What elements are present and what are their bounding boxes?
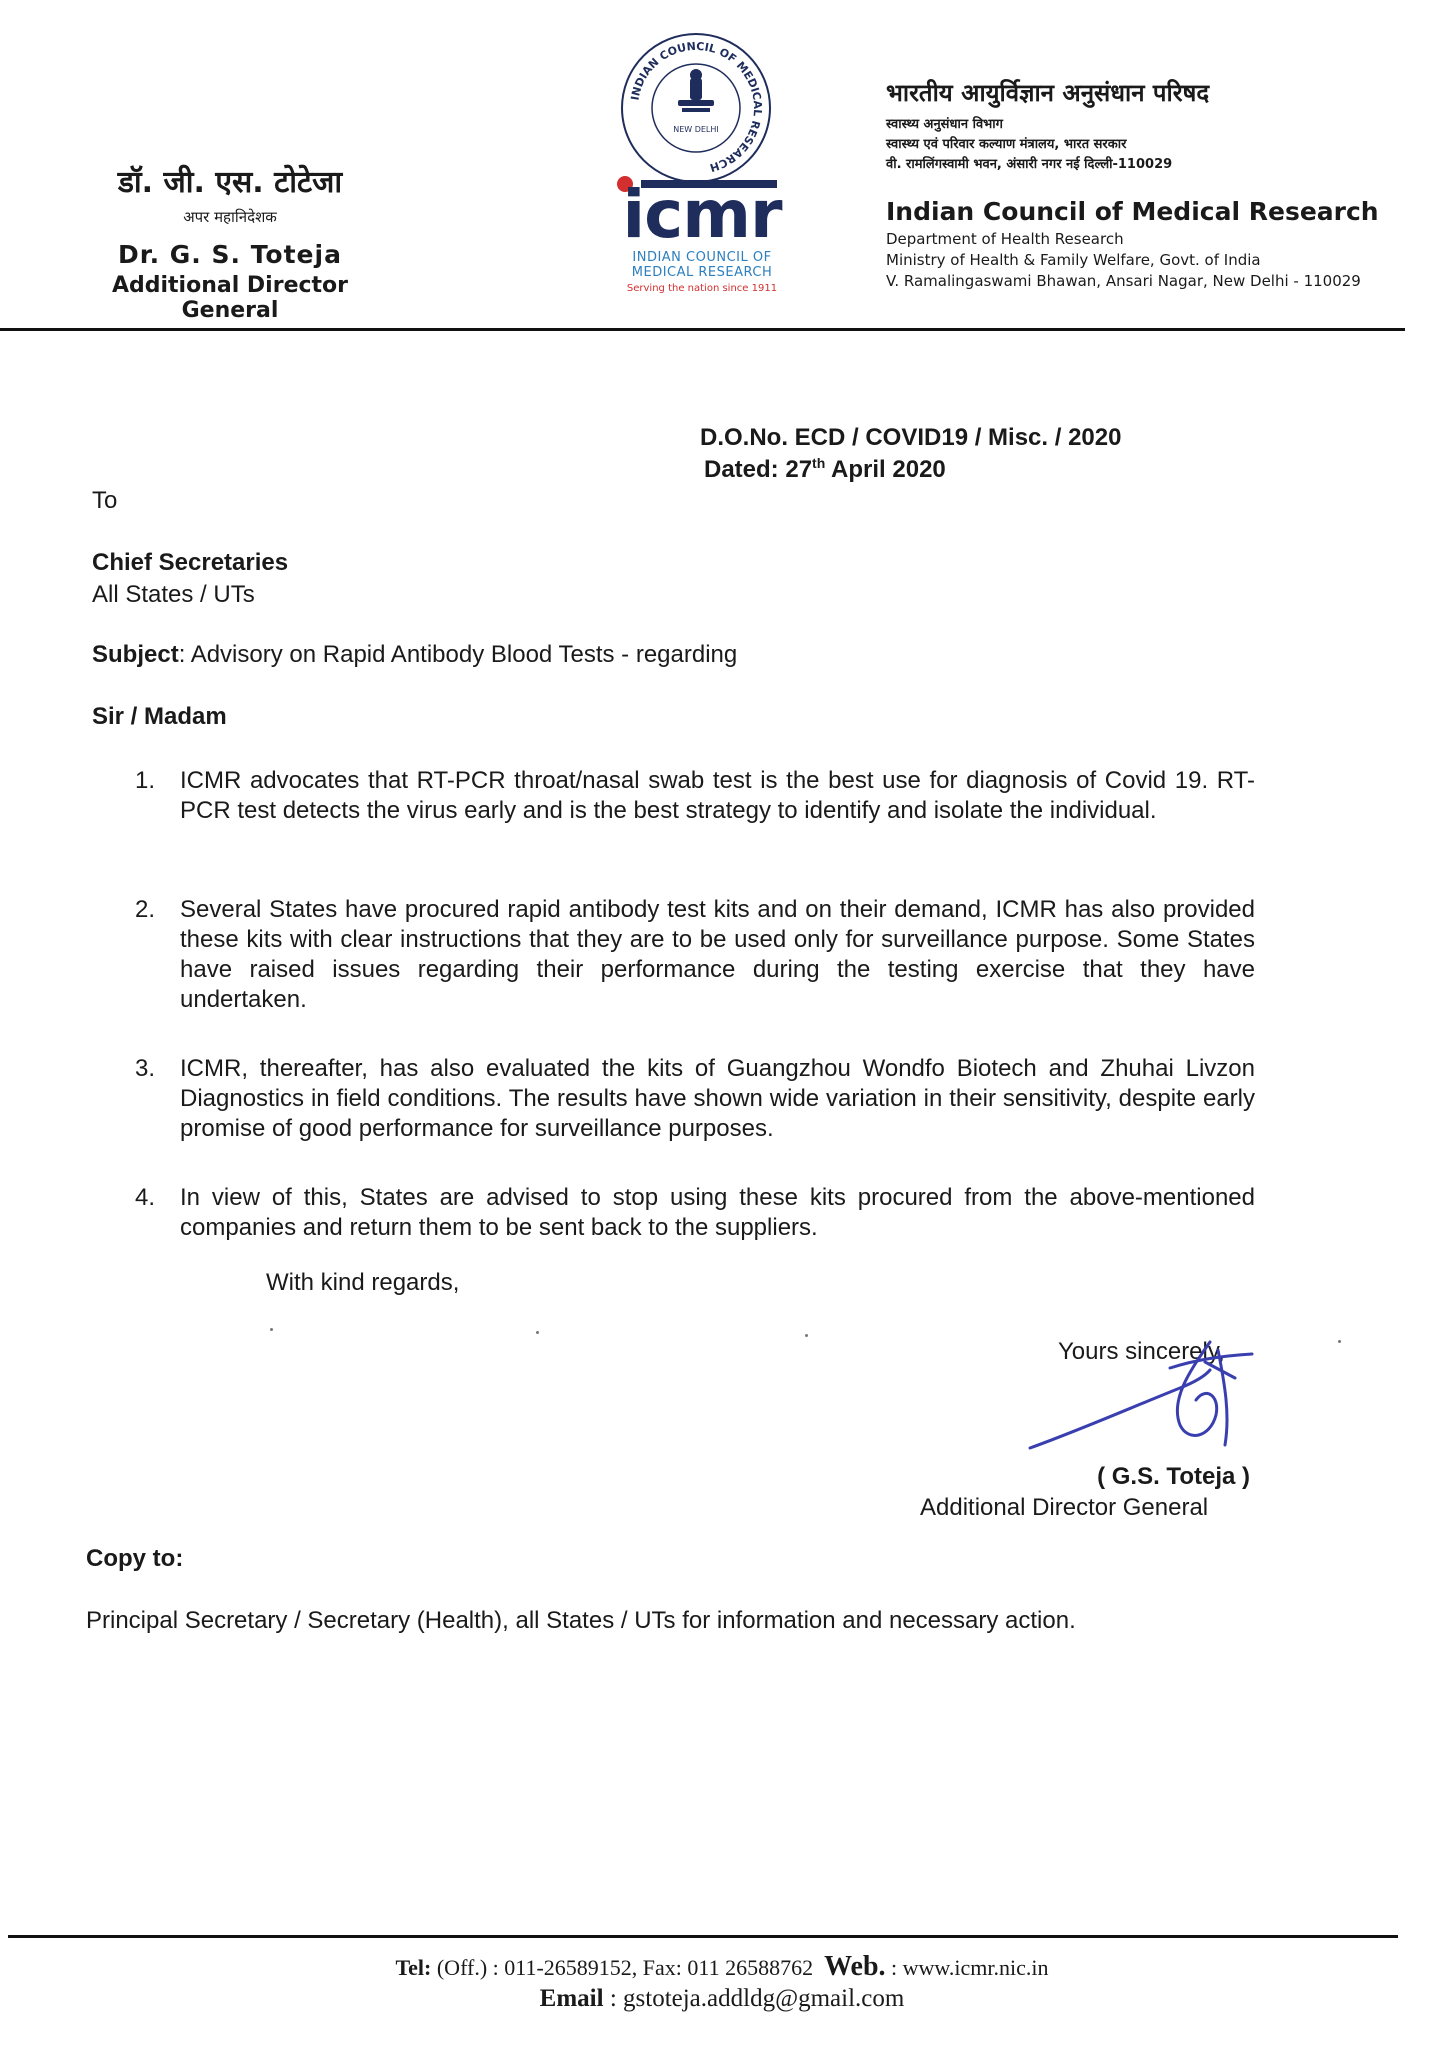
org-department: Department of Health Research [886, 230, 1124, 248]
footer-divider [8, 1935, 1398, 1938]
date-suffix: th [812, 455, 826, 471]
icmr-full-name [602, 250, 802, 280]
officer-name: Dr. G. S. Toteja [118, 240, 342, 269]
salutation: Sir / Madam [92, 703, 227, 730]
seal-city: NEW DELHI [673, 125, 719, 134]
subject-line [92, 640, 737, 670]
recipient-title: Chief Secretaries [92, 549, 289, 576]
letter-date [704, 455, 946, 484]
paragraph-2 [135, 895, 1255, 1015]
hindi-org-line-2: स्वास्थ्य एवं परिवार कल्याण मंत्रालय, भारत सरकार [886, 137, 1127, 152]
subject-label: Subject [92, 641, 179, 668]
paragraph-text: ICMR advocates that RT-PCR throat/nasal swab test is the best use for diagnosis of Covid 19. RT-PCR test detects the virus early and is the best strategy to identify and isolate the individual. [180, 767, 1255, 824]
org-title: Indian Council of Medical Research [886, 197, 1379, 226]
date-label: Dated: 27 [704, 456, 813, 483]
email-address[interactable]: : gstoteja.addldg@gmail.com [603, 1985, 905, 2012]
paragraph-number: 1. [135, 767, 156, 794]
seal-text: INDIAN COUNCIL OF MEDICAL RESEARCH [628, 39, 765, 175]
recipient-scope: All States / UTs [92, 581, 255, 608]
svg-text:INDIAN COUNCIL OF MEDICAL RESE [629, 40, 765, 174]
copy-to-label: Copy to: [86, 1545, 184, 1572]
date-month-year: April 2020 [825, 456, 946, 483]
closing-regards: With kind regards, [266, 1269, 460, 1296]
icmr-full-name-line2: MEDICAL RESEARCH [631, 265, 773, 280]
paragraph-4 [135, 1183, 1255, 1243]
scan-speck [536, 1331, 539, 1334]
icmr-full-name-line1: INDIAN COUNCIL OF [632, 250, 772, 265]
footer-contact-line [0, 1951, 1444, 1983]
to-label: To [92, 487, 118, 514]
paragraph-number: 2. [135, 896, 156, 923]
icmr-seal-logo [616, 28, 776, 188]
signatory-title: Additional Director General [920, 1494, 1209, 1521]
copy-to-text: Principal Secretary / Secretary (Health), all States / UTs for information and necessary action. [86, 1607, 1076, 1634]
footer-email-line [0, 1985, 1444, 2013]
web-url[interactable]: : www.icmr.nic.in [885, 1955, 1049, 1980]
tel-fax-text: (Off.) : 011-26589152, Fax: 011 26588762 [431, 1955, 814, 1980]
org-address: V. Ramalingaswami Bhawan, Ansari Nagar, New Delhi - 110029 [886, 272, 1361, 290]
icmr-wordmark: icmr [622, 176, 782, 253]
scan-speck [1338, 1340, 1341, 1343]
paragraph-number: 4. [135, 1184, 156, 1211]
hindi-org-line-3: वी. रामलिंगस्वामी भवन, अंसारी नगर नई दिल्ली-110029 [886, 157, 1173, 172]
paragraph-text: Several States have procured rapid antibody test kits and on their demand, ICMR has also provided these kits with clear instructions that they are to be used only for surveillance purpose. Some States have raised issues regarding their performance during the testing exercise that they have undertaken. [180, 896, 1255, 1013]
org-ministry: Ministry of Health & Family Welfare, Govt. of India [886, 251, 1261, 269]
handwritten-signature [1020, 1330, 1290, 1470]
paragraph-text: ICMR, thereafter, has also evaluated the kits of Guangzhou Wondfo Biotech and Zhuhai Livzon Diagnostics in field conditions. The results have shown wide variation in their sensitivity, despite early promise of good performance for surveillance purposes. [180, 1055, 1255, 1142]
paragraph-text: In view of this, States are advised to stop using these kits procured from the above-mentioned companies and return them to be sent back to the suppliers. [180, 1184, 1255, 1241]
subject-text: : Advisory on Rapid Antibody Blood Tests - regarding [178, 641, 738, 668]
hindi-officer-name: डॉ. जी. एस. टोटेजा [117, 165, 343, 200]
reference-number: D.O.No. ECD / COVID19 / Misc. / 2020 [700, 424, 1122, 451]
paragraph-1 [135, 766, 1255, 826]
scan-speck [270, 1328, 273, 1331]
icmr-tagline: Serving the nation since 1911 [626, 283, 778, 294]
hindi-officer-designation: अपर महानिदेशक [183, 208, 277, 226]
scan-speck [805, 1334, 808, 1337]
paragraph-number: 3. [135, 1055, 156, 1082]
tel-label: Tel: [395, 1955, 432, 1980]
header-divider [0, 328, 1405, 331]
hindi-org-line-1: स्वास्थ्य अनुसंधान विभाग [886, 117, 1003, 132]
hindi-org-title: भारतीय आयुर्विज्ञान अनुसंधान परिषद [886, 79, 1210, 107]
signatory-name: ( G.S. Toteja ) [1097, 1463, 1250, 1490]
paragraph-3 [135, 1054, 1255, 1144]
email-label: Email [539, 1985, 604, 2012]
officer-designation: Additional Director General [111, 273, 349, 323]
web-label: Web. [824, 1951, 886, 1982]
yours-sincerely: Yours sincerely, [1058, 1338, 1225, 1365]
